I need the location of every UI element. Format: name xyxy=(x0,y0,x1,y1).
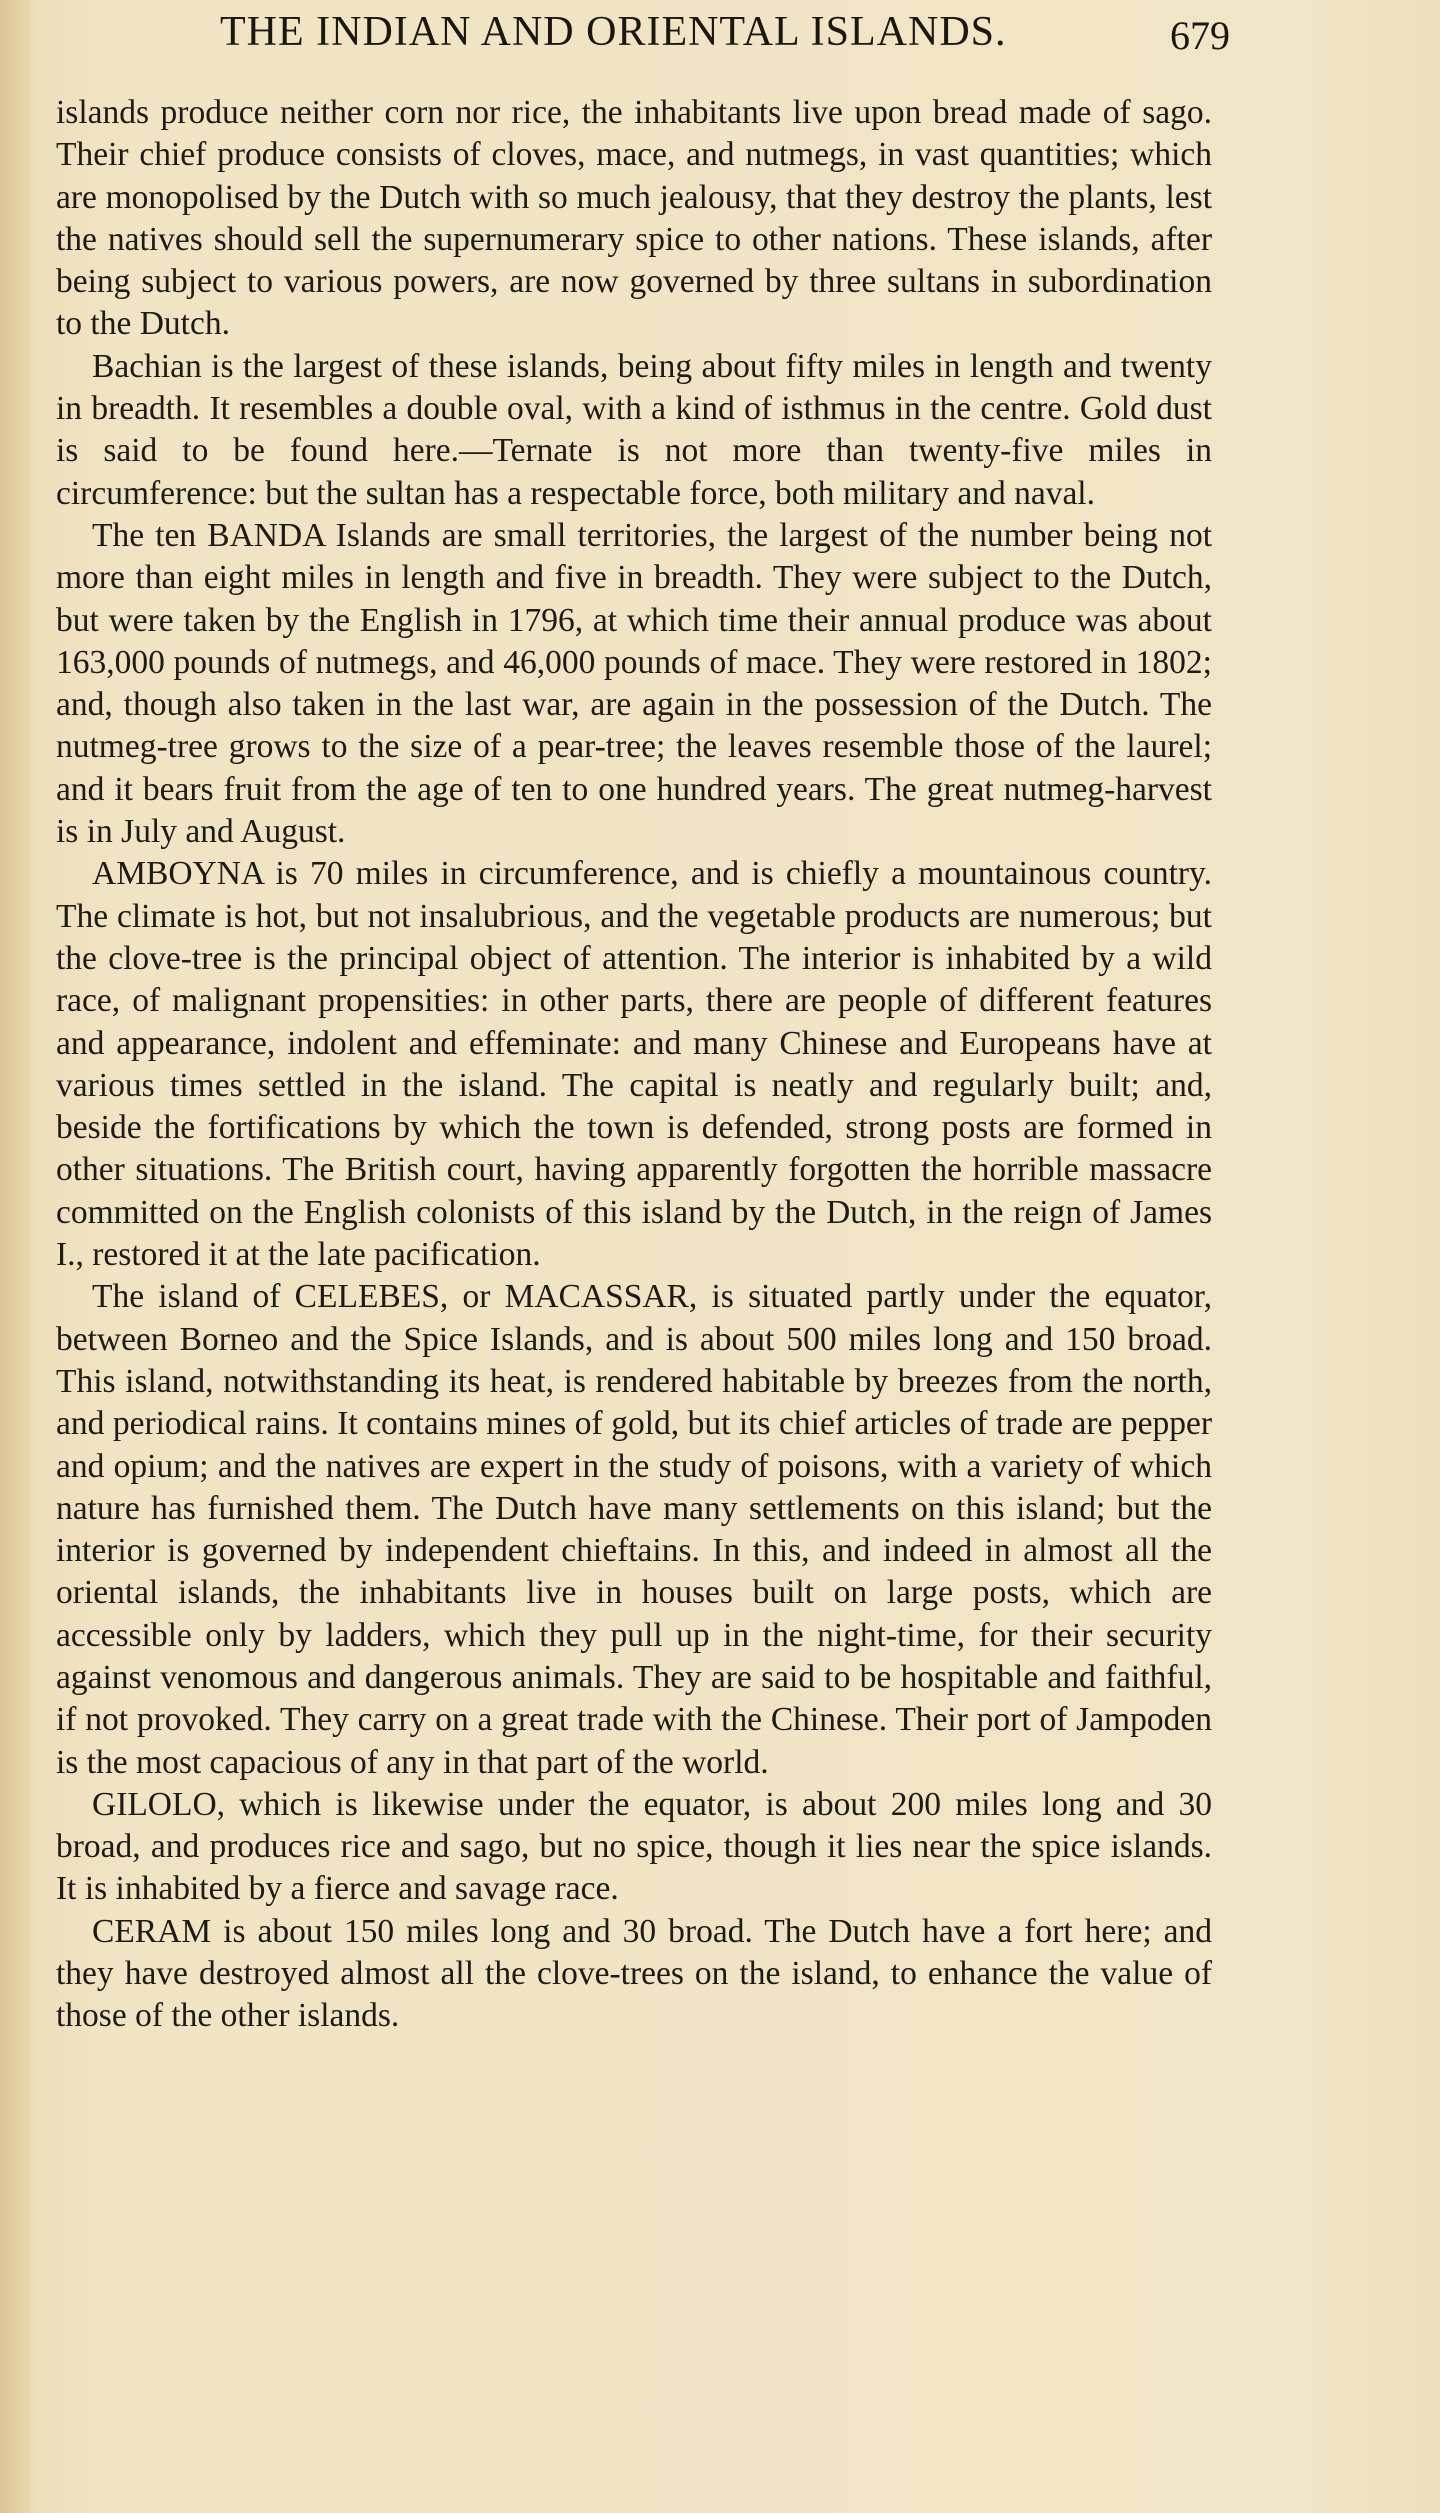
paragraph-banda: The ten BANDA Islands are small territories, the largest of the number being not more than eight miles in length and five in breadth. They were subject to the Dutch, but were taken by the English in 1796, at which time their annual produce was about 163,000 pounds of nutmegs, and 46,000 pounds of mace. They were restored in 1802; and, though also taken in the last war, are again in the possession of the Dutch. The nutmeg-tree grows to the size of a pear-tree; the leaves resemble those of the laurel; and it bears fruit from the age of ten to one hundred years. The great nutmeg-harvest is in July and August. xyxy=(56,516,1212,851)
paragraph-amboyna: AMBOYNA is 70 miles in circumference, and is chiefly a mountainous country. The climate is hot, but not insalubrious, and the vegetable products are numerous; but the clove-tree is the principal object of attention. The interior is inhabited by a wild race, of malignant propensities: in other parts, there are people of different features and appearance, indolent and effeminate: and many Chinese and Europeans have at various times settled in the island. The capital is neatly and regularly built; and, beside the fortifications by which the town is defended, strong posts are formed in other situations. The British court, having apparently forgotten the horrible massacre committed on the English colonists of this island by the Dutch, in the reign of James I., restored it at the late pacification. xyxy=(56,855,1212,1274)
paragraph-gilolo: GILOLO, which is likewise under the equator, is about 200 miles long and 30 broad, and produces rice and sago, but no spice, though it lies near the spice islands. It is inhabited by a fierce and savage race. xyxy=(56,1785,1212,1908)
paragraph-spice-islands: islands produce neither corn nor rice, the inhabitants live upon bread made of sago. Their chief produce consists of cloves, mace, and nutmegs, in vast quantities; which are monopolised by the Dutch with so much jealousy, that they destroy the plants, lest the natives should sell the supernumerary spice to other nations. These islands, after being subject to various powers, are now governed by three sultans in subordination to the Dutch. xyxy=(56,94,1212,343)
page-header xyxy=(220,8,1230,68)
page-gutter xyxy=(0,0,30,2513)
running-title: THE INDIAN AND ORIENTAL ISLANDS. xyxy=(220,9,1007,55)
page-number: 679 xyxy=(1170,13,1230,58)
paragraph-ceram: CERAM is about 150 miles long and 30 broad. The Dutch have a fort here; and they have destroyed almost all the clove-trees on the island, to enhance the value of those of the other islands. xyxy=(56,1912,1212,2035)
body-text xyxy=(56,92,1212,2038)
paragraph-celebes: The island of CELEBES, or MACASSAR, is situated partly under the equator, between Borneo and the Spice Islands, and is about 500 miles long and 150 broad. This island, notwithstanding its heat, is rendered habitable by breezes from the north, and periodical rains. It contains mines of gold, but its chief articles of trade are pepper and opium; and the natives are expert in the study of poisons, with a variety of which nature has furnished them. The Dutch have many settlements on this island; but the interior is governed by independent chieftains. In this, and indeed in almost all the oriental islands, the inhabitants live in houses built on large posts, which are accessible only by ladders, which they pull up in the night-time, for their security against venomous and dangerous animals. They are said to be hospitable and faithful, if not provoked. They carry on a great trade with the Chinese. Their port of Jampoden is the most capacious of any in that part of the world. xyxy=(56,1278,1212,1781)
paragraph-bachian: Bachian is the largest of these islands, being about fifty miles in length and twenty in breadth. It resembles a double oval, with a kind of isthmus in the centre. Gold dust is said to be found here.—Ternate is not more than twenty-five miles in circumference: but the sultan has a respectable force, both military and naval. xyxy=(56,347,1212,512)
